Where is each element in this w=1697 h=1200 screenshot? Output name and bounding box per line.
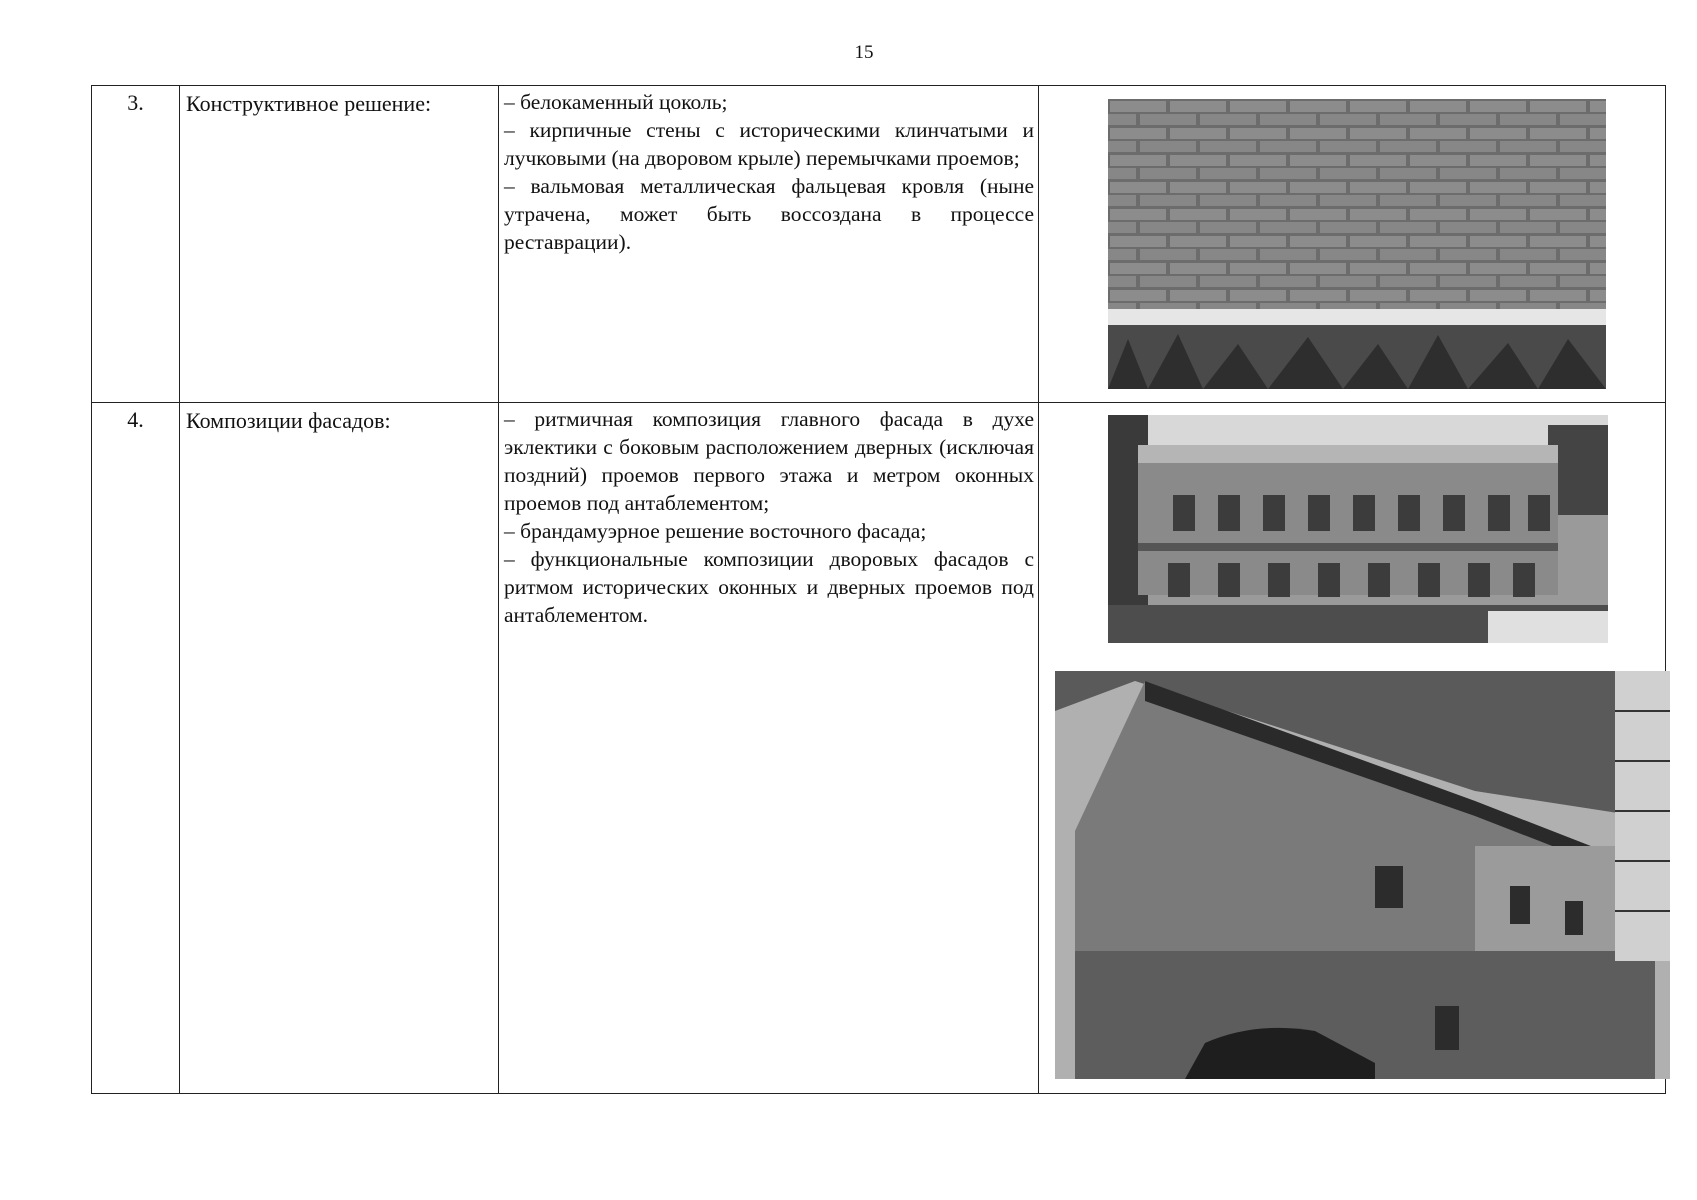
description-item: – белокаменный цоколь; — [504, 90, 728, 114]
row-title: Композиции фасадов: — [180, 403, 499, 1094]
brick-wall-photo — [1108, 99, 1606, 389]
description-item: – кирпичные стены с историческими клинчатыми и лучковыми (на дворовом крыле) перемычками проемов; — [504, 118, 1034, 170]
row-number: 4. — [92, 403, 180, 1094]
description-item: – функциональные композиции дворовых фасадов с ритмом исторических оконных и дверных проемов под антаблементом. — [504, 547, 1034, 627]
description-item: – ритмичная композиция главного фасада в духе эклектики с боковым расположением дверных (исключая поздний) проемов первого этажа и метром оконных проемов под антаблементом; — [504, 407, 1034, 515]
row-photos — [1039, 403, 1666, 1094]
courtyard-facade-photo — [1055, 671, 1670, 1079]
features-table — [91, 85, 1666, 1094]
table-row — [92, 86, 1666, 403]
row-photos — [1039, 86, 1666, 403]
row-description — [499, 86, 1039, 403]
row-title: Конструктивное решение: — [180, 86, 499, 403]
row-number: 3. — [92, 86, 180, 403]
page-number: 15 — [854, 42, 874, 63]
main-facade-photo — [1108, 415, 1608, 643]
table-row — [92, 403, 1666, 1094]
description-item: – вальмовая металлическая фальцевая кровля (ныне утрачена, может быть воссоздана в процессе реставрации). — [504, 174, 1034, 254]
description-item: – брандамуэрное решение восточного фасада; — [504, 519, 927, 543]
row-description — [499, 403, 1039, 1094]
